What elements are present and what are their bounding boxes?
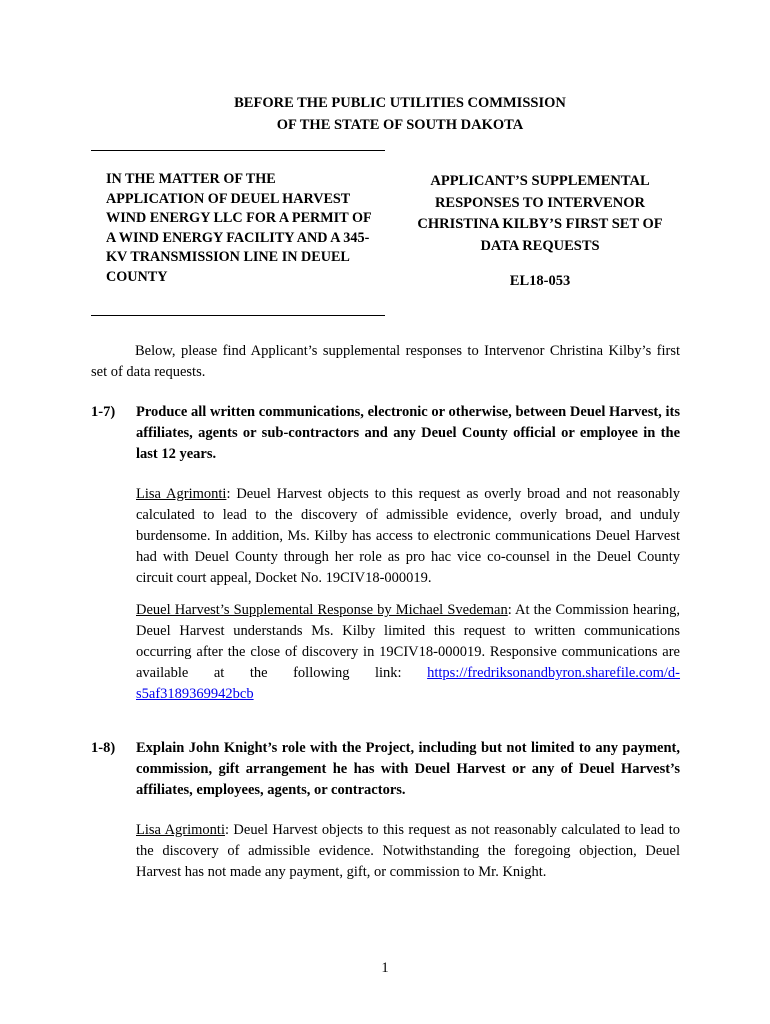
header-line-2: OF THE STATE OF SOUTH DAKOTA bbox=[276, 117, 524, 133]
request-text: Explain John Knight’s role with the Project, including but not limited to any payment, commission, gift arrangement he has with Deuel Harvest or any of Deuel Harvest’s affiliates, employees, agents, or contractors. bbox=[136, 740, 680, 798]
respondent-name: Lisa Agrimonti bbox=[136, 822, 225, 838]
court-header bbox=[90, 92, 710, 136]
caption-title-line-1: APPLICANT’S SUPPLEMENTAL bbox=[430, 173, 650, 189]
caption-matter: IN THE MATTER OF THE APPLICATION OF DEUEL HARVEST WIND ENERGY LLC FOR A PERMIT OF A WIND ENERGY FACILITY AND A 345-KV TRANSMISSION LINE IN DEUEL COUNTY bbox=[106, 171, 372, 285]
response-text: : Deuel Harvest objects to this request as not reasonably calculated to lead to the discovery of admissible evidence. Notwithstanding the foregoing objection, Deuel Harvest has not made any payment, gift, or commission to Mr. Knight. bbox=[136, 822, 680, 880]
page-number: 1 bbox=[381, 960, 389, 976]
response-agrimonti-1-7 bbox=[136, 484, 680, 589]
response-supplemental-1-7 bbox=[136, 600, 680, 705]
caption-top-rule bbox=[91, 150, 385, 151]
sharefile-link[interactable]: https://fredriksonandbyron.sharefile.com/d-s5af3189369942bcb bbox=[136, 665, 681, 702]
request-1-8 bbox=[91, 738, 680, 801]
intro-paragraph: Below, please find Applicant’s supplemental responses to Intervenor Christina Kilby’s first set of data requests. bbox=[91, 343, 680, 380]
request-text: Produce all written communications, electronic or otherwise, between Deuel Harvest, its affiliates, agents or sub-contractors and any Deuel County official or employee in the last 12 years. bbox=[136, 404, 680, 462]
request-1-7 bbox=[91, 402, 680, 465]
response-text: : At the Commission hearing, Deuel Harvest understands Ms. Kilby limited this request to written communications occurring after the close of discovery in 19CIV18-000019. Responsive communications are available at the following link: bbox=[136, 602, 680, 681]
caption-title-line-4: DATA REQUESTS bbox=[480, 237, 600, 254]
header-line-1: BEFORE THE PUBLIC UTILITIES COMMISSION bbox=[234, 95, 566, 111]
docket-number: EL18-053 bbox=[509, 273, 571, 289]
request-number: 1-8) bbox=[91, 740, 116, 756]
caption-title-line-2: RESPONSES TO INTERVENOR bbox=[434, 194, 646, 211]
caption-title bbox=[400, 171, 680, 293]
caption-bottom-rule bbox=[91, 315, 385, 316]
caption-title-line-3: CHRISTINA KILBY’S FIRST SET OF bbox=[417, 216, 663, 232]
request-number: 1-7) bbox=[91, 404, 116, 420]
respondent-name: Lisa Agrimonti bbox=[136, 486, 227, 502]
response-agrimonti-1-8 bbox=[136, 820, 680, 883]
respondent-name: Deuel Harvest’s Supplemental Response by Michael Svedeman bbox=[136, 602, 508, 618]
response-text: : Deuel Harvest objects to this request as overly broad and not reasonably calculated to lead to the discovery of admissible evidence, overly broad, and unduly burdensome. In addition, Ms. Kilby has access to electronic communications Deuel Harvest had with Deuel County through her role as pro hac vice co-counsel in the Deuel County circuit court appeal, Docket No. 19CIV18-000019. bbox=[136, 486, 680, 586]
